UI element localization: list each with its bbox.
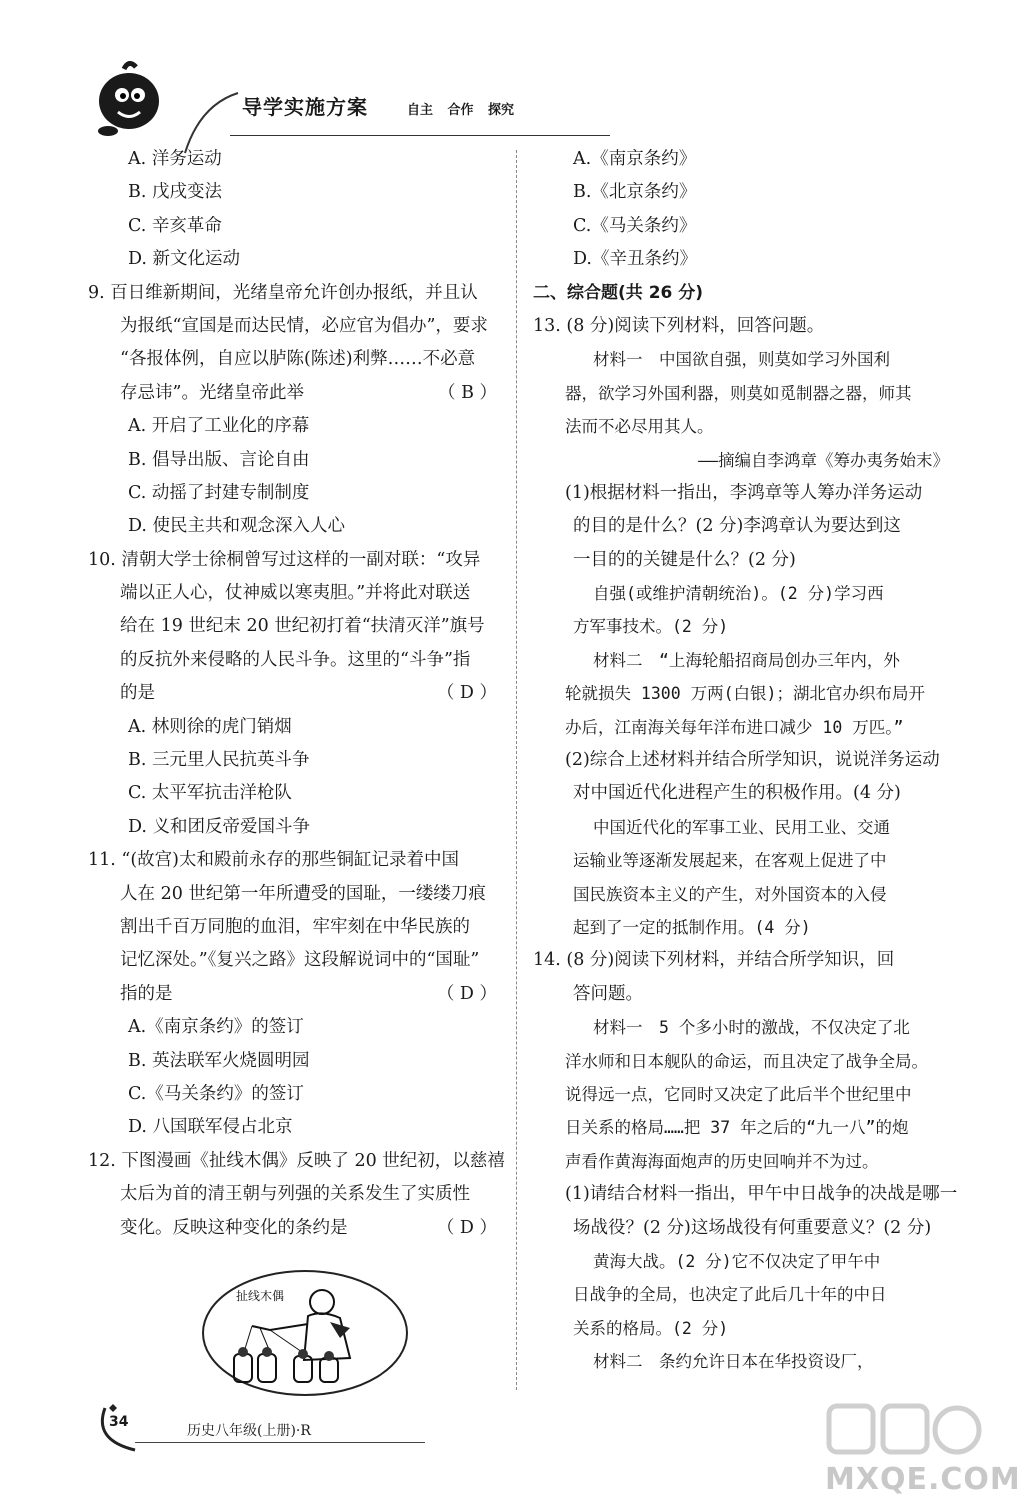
left-line <box>88 644 503 677</box>
left-line-text: “各报体例，自应以胪陈(陈述)利弊……不必意 <box>120 349 476 370</box>
right-line-text: 材料二 “上海轮船招商局创办三年内，外 <box>593 650 900 670</box>
left-line <box>88 477 503 510</box>
left-line <box>88 844 503 877</box>
right-line <box>533 1245 953 1278</box>
left-line <box>88 377 503 410</box>
left-line-text: 太后为首的清王朝与列强的关系发生了实质性 <box>120 1184 470 1205</box>
puppet-cartoon-image <box>200 1268 410 1398</box>
right-column <box>533 143 958 1378</box>
right-line <box>533 444 953 477</box>
left-line-text: C. 太平军抗击洋枪队 <box>128 783 292 804</box>
left-line-text: C.《马关条约》的签订 <box>128 1083 304 1104</box>
right-line-text: 运输业等逐渐发展起来，在客观上促进了中 <box>573 851 887 871</box>
right-line <box>533 777 953 810</box>
answer-bracket: （ D ） <box>436 983 497 1004</box>
left-line-text: 的反抗外来侵略的人民斗争。这里的“斗争”指 <box>120 649 471 670</box>
right-line-text: 对中国近代化进程产生的积极作用。(4 分) <box>573 783 901 804</box>
right-line <box>533 510 953 543</box>
left-line <box>88 577 503 610</box>
left-line <box>88 343 503 376</box>
left-line-text: B. 戊戌变法 <box>128 182 222 203</box>
brand-title: 导学实施方案 <box>242 95 368 119</box>
left-line <box>88 176 503 209</box>
right-line-text: 答问题。 <box>573 983 643 1004</box>
left-line-text: 人在 20 世纪第一年所遭受的国耻，一缕缕刀痕 <box>120 883 486 904</box>
right-line <box>533 911 953 944</box>
left-line-text: 11. “(故宫)太和殿前永存的那些铜缸记录着中国 <box>88 850 459 871</box>
footer-swoosh-icon <box>95 1400 155 1460</box>
left-line-text: 割出千百万同胞的血泪，牢牢刻在中华民族的 <box>120 916 470 937</box>
right-line-text: 中国近代化的军事工业、民用工业、交通 <box>593 817 890 837</box>
right-line-text: 材料一 5 个多小时的激战，不仅决定了北 <box>593 1018 910 1038</box>
header-rule <box>230 135 610 136</box>
right-line <box>533 343 953 376</box>
left-line <box>88 510 503 543</box>
left-line <box>88 744 503 777</box>
watermark-logo-icon <box>825 1400 985 1460</box>
left-line-text: 12. 下图漫画《扯线木偶》反映了 20 世纪初，以慈禧 <box>88 1150 505 1171</box>
left-line-text: 9. 百日维新期间，光绪皇帝允许创办报纸，并且认 <box>88 282 478 303</box>
column-divider <box>516 150 517 1390</box>
right-line <box>533 243 953 276</box>
left-line-text: C. 辛亥革命 <box>128 215 222 236</box>
left-line <box>88 277 503 310</box>
right-line-text: ——摘编自李鸿章《筹办夷务始末》 <box>698 450 949 470</box>
left-line-text: B. 倡导出版、言论自由 <box>128 449 310 470</box>
left-line-text: 为报纸“宣国是而达民情，必应官为倡办”，要求 <box>120 315 488 336</box>
right-line-text: D.《辛丑条约》 <box>573 249 697 270</box>
left-line-text: A. 开启了工业化的序幕 <box>128 416 310 437</box>
right-line <box>533 544 953 577</box>
right-line <box>533 377 953 410</box>
right-line <box>533 277 953 310</box>
left-line <box>88 243 503 276</box>
left-line <box>88 610 503 643</box>
right-line <box>533 644 953 677</box>
right-line-text: 器，欲学习外国利器，则莫如觅制器之器，师其 <box>565 383 912 403</box>
right-line-text: 轮就损失 1300 万两(白银)；湖北官办织布局开 <box>565 684 925 704</box>
right-line-text: 二、综合题(共 26 分) <box>533 282 704 303</box>
right-line-text: (1)请结合材料一指出，甲午中日战争的决战是哪一 <box>565 1184 958 1205</box>
brand-slogan: 自主 合作 探究 <box>407 103 515 118</box>
right-line-text: 国民族资本主义的产生，对外国资本的入侵 <box>573 884 887 904</box>
left-line-text: A. 林则徐的虎门销烟 <box>128 716 292 737</box>
left-line <box>88 210 503 243</box>
right-line-text: 场战役？(2 分)这场战役有何重要意义？(2 分) <box>573 1217 932 1238</box>
right-line <box>533 744 953 777</box>
left-line <box>88 1111 503 1144</box>
left-line <box>88 811 503 844</box>
left-line <box>88 310 503 343</box>
left-line <box>88 1212 503 1245</box>
left-line-text: D. 新文化运动 <box>128 249 241 270</box>
right-line <box>533 1045 953 1078</box>
right-line-text: 材料一 中国欲自强，则莫如学习外国利 <box>593 350 890 370</box>
page-header <box>80 55 960 145</box>
left-line <box>88 544 503 577</box>
watermark-text: MXQE.COM <box>825 1462 1021 1497</box>
footer-rule <box>135 1442 425 1443</box>
right-line-text: 14. (8 分)阅读下列材料，并结合所学知识，回 <box>533 950 895 971</box>
cartoon-caption: 扯线木偶 <box>236 1289 285 1303</box>
left-line <box>88 677 503 710</box>
left-line-text: 记忆深处。”《复兴之路》这段解说词中的“国耻” <box>120 950 480 971</box>
left-line <box>88 711 503 744</box>
mascot-logo-icon <box>88 57 170 139</box>
right-line <box>533 1111 953 1144</box>
left-line-text: C. 动摇了封建专制制度 <box>128 482 310 503</box>
right-line-text: 日关系的格局……把 37 年之后的“九一八”的炮 <box>565 1118 909 1138</box>
left-line <box>88 978 503 1011</box>
left-line <box>88 1178 503 1211</box>
left-line <box>88 1078 503 1111</box>
right-line-text: 日战争的全局，也决定了此后几十年的中日 <box>573 1285 887 1305</box>
site-watermark <box>805 1400 1021 1500</box>
right-line-text: 说得远一点，它同时又决定了此后半个世纪里中 <box>565 1084 912 1104</box>
right-line <box>533 811 953 844</box>
left-line-text: A.《南京条约》的签订 <box>128 1017 304 1038</box>
right-line-text: 洋水师和日本舰队的命运，而且决定了战争全局。 <box>565 1051 928 1071</box>
right-line-text: 自强(或维护清朝统治)。(2 分)学习西 <box>593 584 884 604</box>
right-line-text: 起到了一定的抵制作用。(4 分) <box>573 917 811 937</box>
left-line-text: D. 八国联军侵占北京 <box>128 1117 293 1138</box>
left-line-text: A. 洋务运动 <box>128 149 222 169</box>
right-line <box>533 677 953 710</box>
left-line <box>88 944 503 977</box>
right-line-text: 法而不必尽用其人。 <box>565 417 714 437</box>
left-line-text: B. 三元里人民抗英斗争 <box>128 750 310 771</box>
left-line <box>88 777 503 810</box>
right-line <box>533 477 953 510</box>
left-line <box>88 1011 503 1044</box>
right-line-text: 黄海大战。(2 分)它不仅决定了甲午中 <box>593 1251 881 1271</box>
right-line <box>533 1212 953 1245</box>
left-line-text: D. 义和团反帝爱国斗争 <box>128 816 311 837</box>
left-line <box>88 410 503 443</box>
left-line <box>88 444 503 477</box>
right-line <box>533 1178 958 1211</box>
right-line-text: B.《北京条约》 <box>573 182 697 203</box>
right-line <box>533 844 953 877</box>
right-line <box>533 711 953 744</box>
right-line-text: 一目的的关键是什么？(2 分) <box>573 549 796 570</box>
right-line-text: 关系的格局。(2 分) <box>573 1318 729 1338</box>
left-line-text: 端以正人心，仗神威以寒夷胆。”并将此对联送 <box>120 583 471 604</box>
right-line-text: 13. (8 分)阅读下列材料，回答问题。 <box>533 315 825 336</box>
right-line <box>533 1345 953 1378</box>
right-line-text: 材料二 条约允许日本在华投资设厂， <box>593 1352 874 1372</box>
answer-bracket: （ D ） <box>436 683 497 704</box>
right-line <box>533 143 953 176</box>
page-footer <box>95 1400 535 1460</box>
right-line-text: 的目的是什么？(2 分)李鸿章认为要达到这 <box>573 516 901 537</box>
left-column <box>88 143 503 1245</box>
right-line-text: A.《南京条约》 <box>573 149 697 169</box>
right-line <box>533 1011 953 1044</box>
left-line-text: B. 英法联军火烧圆明园 <box>128 1050 310 1071</box>
right-line <box>533 1278 953 1311</box>
left-line-text: 存忌讳”。光绪皇帝此举 <box>120 382 304 403</box>
left-line-text: 的是 <box>120 683 155 704</box>
left-line-text: D. 使民主共和观念深入人心 <box>128 516 346 537</box>
left-line-text: 给在 19 世纪末 20 世纪初打着“扶清灭洋”旗号 <box>120 616 485 637</box>
right-line-text: 办后，江南海关每年洋布进口减少 10 万匹。” <box>565 717 904 737</box>
right-line-text: 方军事技术。(2 分) <box>573 617 729 637</box>
right-line <box>533 210 953 243</box>
page-number: 34 <box>109 1414 129 1430</box>
right-line-text: (2)综合上述材料并结合所学知识，说说洋务运动 <box>565 750 940 771</box>
right-line <box>533 176 953 209</box>
left-line-text: 指的是 <box>120 983 173 1004</box>
answer-bracket: （ D ） <box>436 1217 497 1238</box>
right-line <box>533 944 953 977</box>
right-line <box>533 410 953 443</box>
left-line <box>88 143 503 176</box>
book-title: 历史八年级(上册)·R <box>187 1423 311 1439</box>
right-line <box>533 1078 953 1111</box>
left-line <box>88 1145 503 1178</box>
left-line-text: 变化。反映这种变化的条约是 <box>120 1217 348 1238</box>
right-line <box>533 878 953 911</box>
answer-bracket: （ B ） <box>438 382 497 403</box>
left-line <box>88 911 503 944</box>
right-line-text: 声看作黄海海面炮声的历史回响并不为过。 <box>565 1151 879 1171</box>
right-line <box>533 1145 953 1178</box>
right-line <box>533 577 953 610</box>
right-line-text: C.《马关条约》 <box>573 215 697 236</box>
right-line <box>533 1312 953 1345</box>
right-line <box>533 978 953 1011</box>
right-line <box>533 610 953 643</box>
right-line-text: (1)根据材料一指出，李鸿章等人筹办洋务运动 <box>565 482 923 503</box>
left-line <box>88 878 503 911</box>
left-line <box>88 1045 503 1078</box>
left-line-text: 10. 清朝大学士徐桐曾写过这样的一副对联：“攻异 <box>88 549 481 570</box>
right-line <box>533 310 953 343</box>
